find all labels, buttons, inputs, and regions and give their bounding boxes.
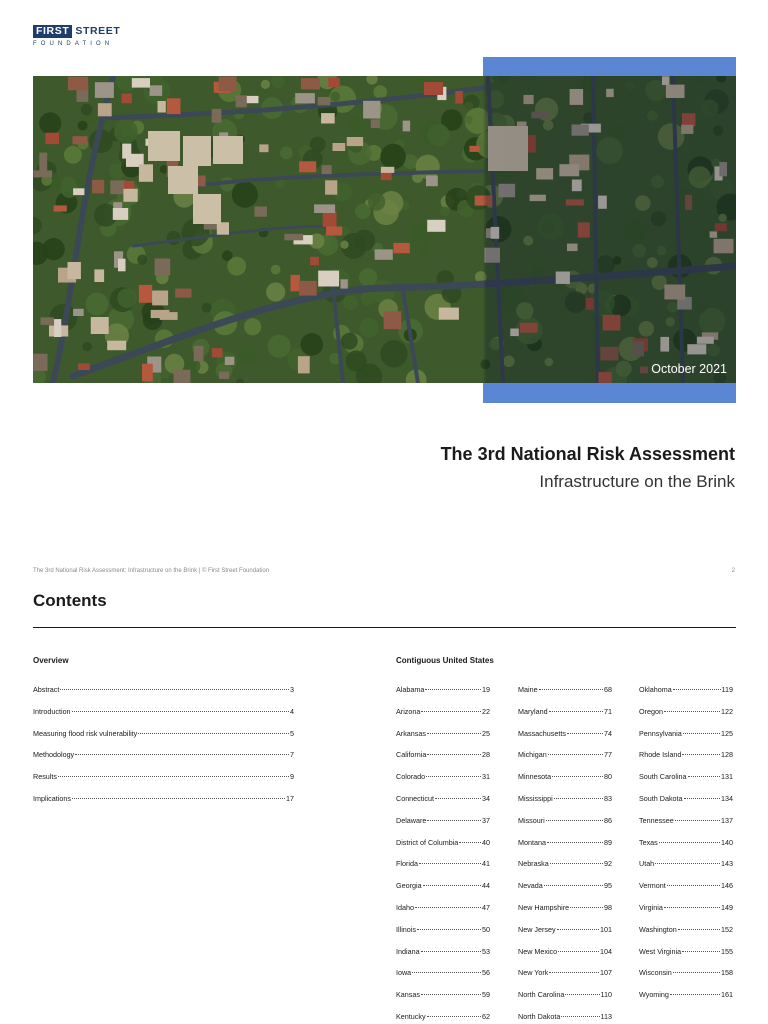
toc-entry[interactable] (396, 881, 490, 890)
toc-leader-dots (544, 885, 603, 886)
contents-title: Contents (33, 591, 107, 610)
toc-entry-label: Texas (639, 837, 658, 847)
toc-leader-dots (417, 929, 481, 930)
toc-leader-dots (548, 754, 603, 755)
toc-entry-label: Arizona (396, 706, 421, 716)
toc-entry-label: Mississippi (518, 794, 553, 803)
toc-entry-label: Implications (33, 794, 71, 803)
toc-leader-dots (550, 863, 603, 864)
toc-entry-label: Connecticut (396, 794, 434, 803)
toc-entry[interactable] (396, 947, 490, 956)
toc-entry-page: 68 (604, 685, 612, 694)
toc-entry-page: 40 (482, 837, 490, 847)
toc-entry-page: 107 (600, 968, 612, 978)
toc-entry[interactable] (396, 990, 490, 999)
toc-entry[interactable] (518, 881, 612, 890)
toc-entry-label: New York (518, 968, 549, 978)
toc-leader-dots (421, 994, 481, 995)
toc-entry-page: 125 (721, 728, 733, 738)
toc-entry-page: 34 (482, 794, 490, 803)
toc-entry[interactable] (33, 729, 294, 738)
toc-entry[interactable] (639, 816, 733, 825)
toc-entry-label: California (396, 750, 427, 760)
toc-entry-page: 28 (482, 750, 490, 760)
overview-heading: Overview (33, 656, 69, 665)
toc-leader-dots (75, 754, 289, 755)
toc-entry-label: Massachusetts (518, 728, 566, 738)
states-heading: Contiguous United States (396, 656, 494, 665)
toc-leader-dots (558, 951, 599, 952)
toc-entry-label: Oklahoma (639, 685, 672, 694)
toc-entry-label: Nebraska (518, 859, 549, 869)
toc-leader-dots (570, 907, 603, 908)
toc-entry[interactable] (518, 729, 612, 738)
toc-leader-dots (670, 994, 720, 995)
toc-entry-page: 110 (600, 990, 612, 1000)
toc-entry-page: 41 (482, 859, 490, 869)
toc-entry-label: Wisconsin (639, 968, 672, 978)
toc-entry-page: 104 (600, 946, 612, 956)
toc-entry[interactable] (639, 707, 733, 716)
toc-leader-dots (688, 776, 720, 777)
first-street-logo (33, 25, 120, 47)
toc-entry-label: Maryland (518, 706, 548, 716)
toc-leader-dots (412, 972, 481, 973)
toc-entry-page: 9 (290, 772, 294, 782)
toc-entry-label: Montana (518, 837, 546, 847)
toc-leader-dots (673, 972, 720, 973)
toc-entry-page: 158 (721, 968, 733, 978)
toc-entry[interactable] (518, 968, 612, 977)
toc-entry-page: 22 (482, 706, 490, 716)
toc-entry-page: 56 (482, 968, 490, 978)
toc-leader-dots (664, 907, 720, 908)
toc-entry[interactable] (518, 925, 612, 934)
toc-leader-dots (426, 776, 481, 777)
toc-entry[interactable] (396, 859, 490, 868)
toc-entry-label: New Mexico (518, 946, 558, 956)
toc-entry-label: Alabama (396, 685, 425, 694)
toc-leader-dots (547, 842, 603, 843)
toc-entry-label: South Dakota (639, 794, 683, 803)
toc-entry-page: 92 (604, 859, 612, 869)
toc-entry[interactable] (396, 903, 490, 912)
toc-entry[interactable] (396, 968, 490, 977)
toc-entry[interactable] (33, 685, 294, 694)
toc-entry-page: 59 (482, 990, 490, 1000)
toc-entry-page: 53 (482, 946, 490, 956)
toc-entry-page: 98 (604, 903, 612, 912)
toc-entry[interactable] (639, 968, 733, 977)
toc-entry[interactable] (396, 772, 490, 781)
toc-entry-page: 3 (290, 685, 294, 694)
toc-entry-label: Illinois (396, 924, 416, 934)
toc-entry-label: Pennsylvania (639, 728, 682, 738)
toc-entry[interactable] (396, 707, 490, 716)
toc-entry-page: 146 (721, 881, 733, 891)
toc-leader-dots (60, 689, 289, 690)
toc-entry-label: New Hampshire (518, 903, 570, 912)
toc-entry-label: Maine (518, 685, 538, 694)
toc-entry[interactable] (518, 816, 612, 825)
toc-entry-label: North Carolina (518, 990, 565, 1000)
toc-entry-page: 131 (721, 772, 733, 782)
toc-leader-dots (435, 798, 481, 799)
toc-entry-page: 143 (721, 859, 733, 869)
toc-entry[interactable] (396, 685, 490, 694)
toc-entry-page: 44 (482, 881, 490, 891)
toc-entry[interactable] (518, 947, 612, 956)
toc-entry-label: Rhode Island (639, 750, 682, 760)
toc-entry-page: 161 (721, 990, 733, 1000)
toc-entry-page: 83 (604, 794, 612, 803)
toc-leader-dots (549, 711, 603, 712)
toc-leader-dots (549, 972, 599, 973)
toc-entry-page: 134 (721, 794, 733, 803)
toc-entry[interactable] (639, 947, 733, 956)
toc-entry[interactable] (396, 925, 490, 934)
toc-leader-dots (682, 754, 720, 755)
toc-entry-label: Florida (396, 859, 418, 869)
toc-entry[interactable] (639, 881, 733, 890)
toc-entry-label: New Jersey (518, 924, 556, 934)
toc-entry[interactable] (396, 794, 490, 803)
toc-leader-dots (415, 907, 481, 908)
toc-entry-page: 17 (286, 794, 294, 803)
toc-entry-page: 50 (482, 924, 490, 934)
toc-entry-page: 86 (604, 815, 612, 825)
toc-entry[interactable] (396, 1012, 490, 1021)
toc-entry-page: 62 (482, 1012, 490, 1021)
toc-entry-page: 119 (721, 685, 733, 694)
toc-entry-label: Michigan (518, 750, 547, 760)
toc-entry-label: North Dakota (518, 1012, 561, 1021)
toc-entry[interactable] (639, 794, 733, 803)
toc-leader-dots (539, 689, 603, 690)
toc-entry-label: Virginia (639, 903, 663, 912)
toc-entry-label: Measuring flood risk vulnerability (33, 728, 138, 738)
toc-entry-label: Wyoming (639, 990, 669, 1000)
toc-entry-page: 128 (721, 750, 733, 760)
logo-foundation: FOUNDATION (33, 41, 114, 47)
toc-entry-page: 25 (482, 728, 490, 738)
toc-entry-page: 95 (604, 881, 612, 891)
toc-entry-page: 155 (721, 946, 733, 956)
toc-entry[interactable] (639, 838, 733, 847)
toc-entry-page: 113 (600, 1012, 612, 1021)
toc-entry[interactable] (396, 729, 490, 738)
toc-leader-dots (684, 798, 720, 799)
toc-leader-dots (459, 842, 481, 843)
toc-leader-dots (561, 1016, 599, 1017)
toc-entry-label: Idaho (396, 903, 414, 912)
toc-entry[interactable] (518, 685, 612, 694)
toc-entry-page: 47 (482, 903, 490, 912)
toc-entry[interactable] (518, 1012, 612, 1021)
toc-entry-page: 74 (604, 728, 612, 738)
report-subtitle: Infrastructure on the Brink (539, 472, 735, 491)
toc-entry-label: Nevada (518, 881, 543, 891)
report-date: October 2021 (651, 362, 727, 376)
toc-leader-dots (546, 820, 603, 821)
toc-leader-dots (427, 754, 481, 755)
toc-entry-page: 80 (604, 772, 612, 782)
logo-street: STREET (75, 25, 121, 37)
toc-entry[interactable] (396, 750, 490, 759)
toc-entry-page: 77 (604, 750, 612, 760)
toc-entry-page: 31 (482, 772, 490, 782)
toc-entry[interactable] (518, 794, 612, 803)
divider (33, 627, 736, 628)
toc-leader-dots (58, 776, 289, 777)
toc-leader-dots (421, 951, 481, 952)
toc-entry[interactable] (33, 772, 294, 781)
toc-entry-page: 89 (604, 837, 612, 847)
toc-entry[interactable] (518, 707, 612, 716)
toc-entry-page: 7 (290, 750, 294, 760)
toc-leader-dots (682, 951, 720, 952)
toc-entry[interactable] (33, 707, 294, 716)
toc-entry-label: Iowa (396, 968, 412, 978)
toc-leader-dots (72, 711, 289, 712)
toc-entry-page: 5 (290, 728, 294, 738)
toc-entry-page: 37 (482, 815, 490, 825)
toc-entry[interactable] (639, 772, 733, 781)
toc-leader-dots (557, 929, 599, 930)
toc-leader-dots (565, 994, 599, 995)
toc-leader-dots (419, 863, 481, 864)
toc-leader-dots (655, 863, 720, 864)
toc-leader-dots (425, 689, 481, 690)
toc-entry-label: South Carolina (639, 772, 687, 782)
toc-entry[interactable] (518, 903, 612, 912)
page-number: 2 (731, 568, 735, 574)
toc-leader-dots (673, 689, 721, 690)
toc-entry-label: Arkansas (396, 728, 426, 738)
toc-entry-label: Minnesota (518, 772, 552, 782)
toc-leader-dots (427, 820, 481, 821)
toc-leader-dots (427, 1016, 481, 1017)
logo-first: FIRST (33, 25, 72, 38)
toc-entry[interactable] (518, 772, 612, 781)
toc-leader-dots (675, 820, 720, 821)
toc-entry[interactable] (396, 816, 490, 825)
toc-entry-label: Abstract (33, 685, 60, 694)
toc-entry-label: District of Columbia (396, 837, 459, 847)
toc-entry[interactable] (33, 750, 294, 759)
toc-entry-label: West Virginia (639, 946, 682, 956)
toc-entry-label: Kansas (396, 990, 420, 1000)
page-header: The 3rd National Risk Assessment: Infrastructure on the Brink | © First Street Foundation (33, 568, 270, 574)
toc-leader-dots (683, 733, 720, 734)
toc-entry-label: Tennessee (639, 815, 674, 825)
toc-entry[interactable] (639, 903, 733, 912)
toc-entry-label: Results (33, 772, 57, 782)
toc-entry[interactable] (639, 750, 733, 759)
toc-entry-page: 152 (721, 924, 733, 934)
toc-entry-label: Missouri (518, 815, 545, 825)
toc-leader-dots (567, 733, 603, 734)
report-title: The 3rd National Risk Assessment (440, 444, 735, 464)
toc-entry-label: Kentucky (396, 1012, 426, 1021)
toc-entry[interactable] (518, 838, 612, 847)
toc-leader-dots (138, 733, 289, 734)
toc-entry-label: Washington (639, 924, 677, 934)
toc-entry-page: 149 (721, 903, 733, 912)
toc-leader-dots (427, 733, 481, 734)
toc-entry[interactable] (396, 838, 490, 847)
toc-entry-page: 71 (604, 706, 612, 716)
toc-entry-label: Delaware (396, 815, 427, 825)
toc-entry[interactable] (518, 990, 612, 999)
toc-leader-dots (421, 711, 481, 712)
aerial-photo (33, 76, 736, 383)
toc-entry-label: Vermont (639, 881, 666, 891)
toc-entry-label: Introduction (33, 706, 71, 716)
toc-leader-dots (423, 885, 481, 886)
toc-entry[interactable] (518, 750, 612, 759)
toc-entry-label: Oregon (639, 706, 663, 716)
toc-entry-page: 101 (600, 924, 612, 934)
toc-leader-dots (72, 798, 285, 799)
toc-entry-label: Georgia (396, 881, 422, 891)
toc-leader-dots (659, 842, 720, 843)
toc-entry[interactable] (639, 859, 733, 868)
toc-entry[interactable] (518, 859, 612, 868)
toc-entry[interactable] (33, 794, 294, 803)
toc-entry-page: 137 (721, 815, 733, 825)
toc-entry-page: 19 (482, 685, 490, 694)
toc-leader-dots (678, 929, 720, 930)
toc-entry-label: Colorado (396, 772, 426, 782)
toc-leader-dots (552, 776, 603, 777)
toc-leader-dots (554, 798, 603, 799)
toc-leader-dots (664, 711, 720, 712)
toc-entry-label: Utah (639, 859, 655, 869)
toc-entry[interactable] (639, 925, 733, 934)
toc-entry[interactable] (639, 990, 733, 999)
toc-entry-page: 4 (290, 706, 294, 716)
toc-entry-label: Indiana (396, 946, 420, 956)
toc-leader-dots (667, 885, 720, 886)
toc-entry[interactable] (639, 729, 733, 738)
toc-entry-page: 122 (721, 706, 733, 716)
toc-entry-page: 140 (721, 837, 733, 847)
toc-entry[interactable] (639, 685, 733, 694)
toc-entry-label: Methodology (33, 750, 75, 760)
